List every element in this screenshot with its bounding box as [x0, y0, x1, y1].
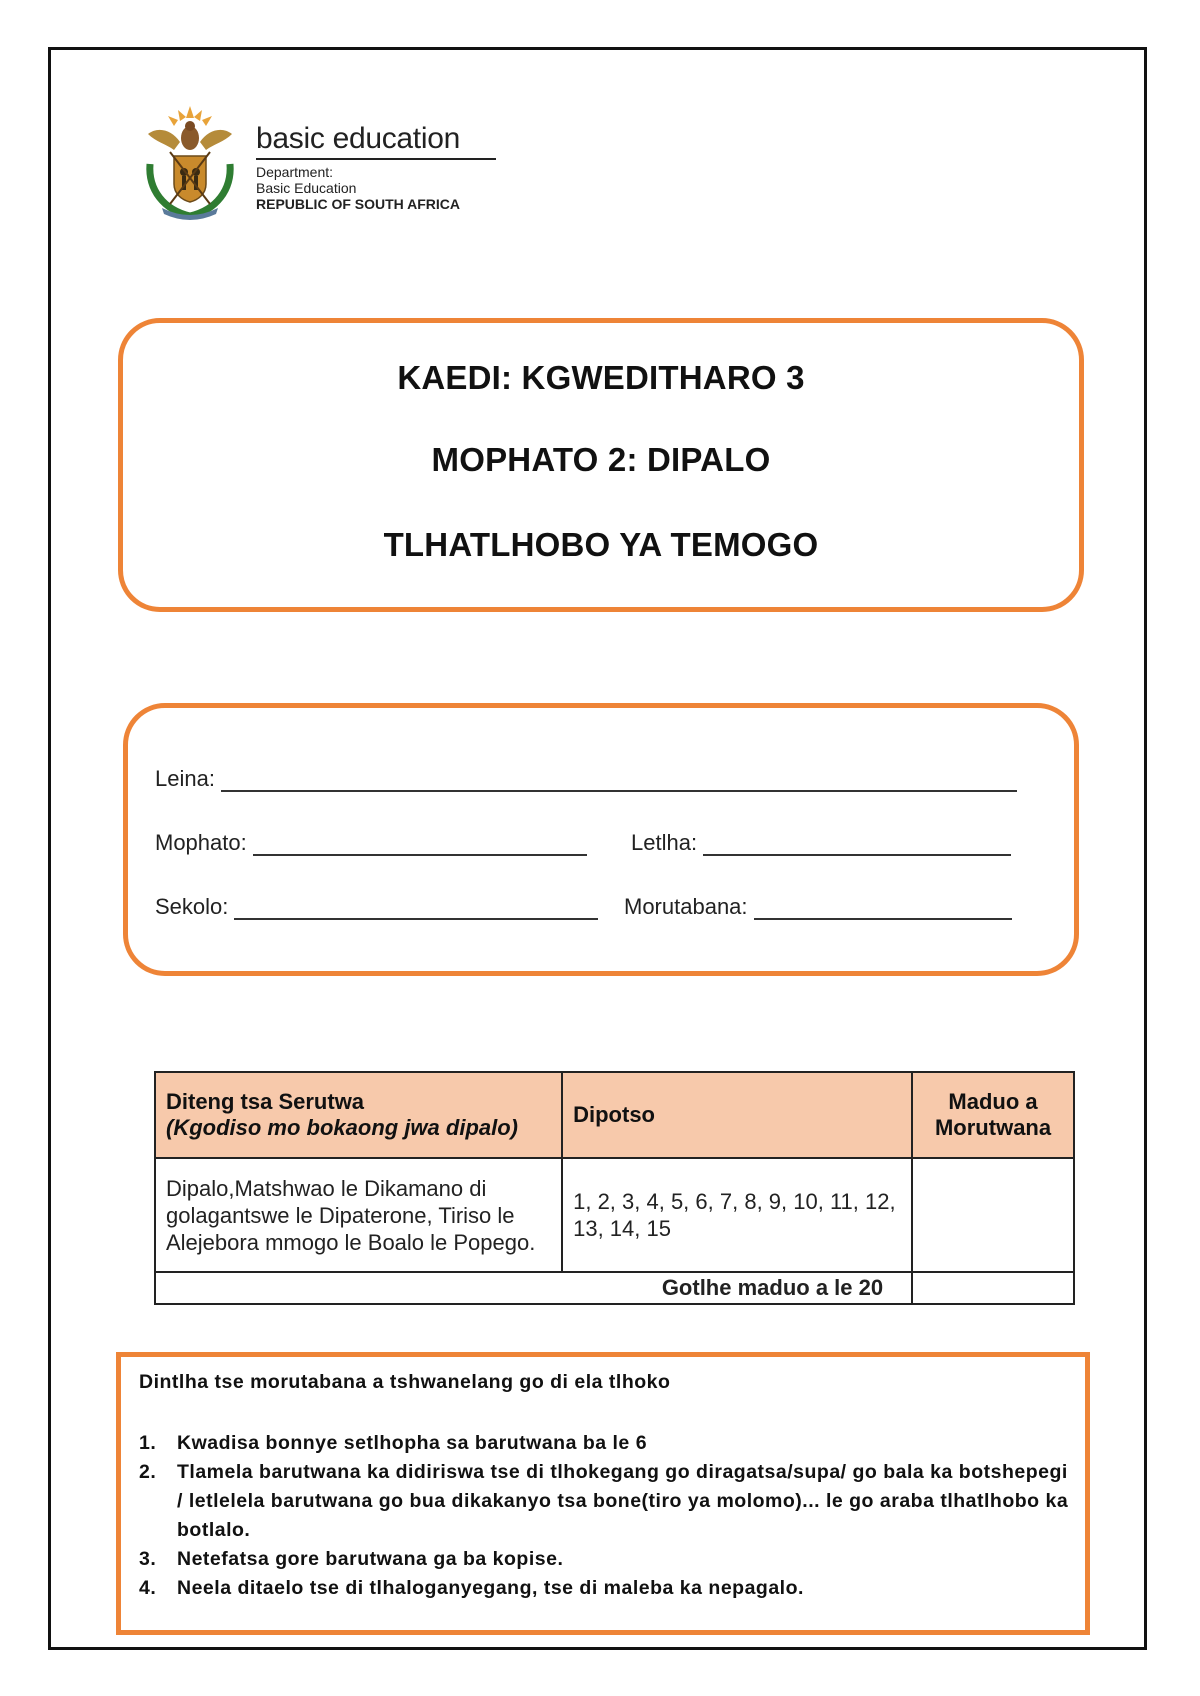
- cell-questions: 1, 2, 3, 4, 5, 6, 7, 8, 9, 10, 11, 12, 13, 14, 15: [562, 1158, 912, 1272]
- list-item-number: 2.: [139, 1461, 157, 1483]
- header-topics-title: Diteng tsa Serutwa: [166, 1089, 365, 1114]
- brand-rule: [256, 158, 496, 160]
- teacher-field[interactable]: [624, 894, 1012, 920]
- learner-info-box: [123, 703, 1079, 976]
- total-marks-cell[interactable]: [912, 1272, 1074, 1304]
- list-item-number: 3.: [139, 1548, 157, 1570]
- table-header-row: [155, 1072, 1074, 1158]
- school-label: Sekolo:: [155, 894, 229, 919]
- school-line[interactable]: [234, 900, 598, 920]
- list-item-text: Kwadisa bonnye setlhopha sa barutwana ba le 6: [177, 1432, 648, 1454]
- teacher-label: Morutabana:: [624, 894, 748, 919]
- list-item: [139, 1545, 1069, 1574]
- brand-line-department: Department:: [256, 164, 334, 180]
- date-field[interactable]: [631, 830, 1011, 856]
- grade-label: Mophato:: [155, 830, 247, 855]
- name-field[interactable]: [155, 766, 1017, 792]
- brand-line-republic: REPUBLIC OF SOUTH AFRICA: [256, 196, 461, 212]
- list-item: [139, 1458, 1069, 1545]
- cell-marks[interactable]: [912, 1158, 1074, 1272]
- marks-table: [154, 1071, 1075, 1305]
- department-logo: [140, 104, 510, 222]
- grade-line[interactable]: [253, 836, 587, 856]
- title-line-2: MOPHATO 2: DIPALO: [431, 441, 771, 478]
- date-label: Letlha:: [631, 830, 698, 855]
- list-item-number: 1.: [139, 1432, 157, 1454]
- header-topics-subtitle: (Kgodiso mo bokaong jwa dipalo): [166, 1115, 518, 1140]
- list-item-text: Tlamela barutwana ka didiriswa tse di tlhokegang go diragatsa/supa/ go bala ka botshepegi / letlelela barutwana go bua dikakanyo tsa bone(tiro ya molomo)... le go araba tlhatlhobo ka botlalo.: [177, 1461, 1069, 1541]
- title-box: [118, 318, 1084, 612]
- title-line-3: TLHATLHOBO YA TEMOGO: [383, 526, 819, 563]
- notes-list: [139, 1429, 1069, 1603]
- total-label: Gotlhe maduo a le 20: [155, 1272, 912, 1304]
- coat-of-arms-icon: [140, 104, 240, 222]
- brand-name: basic education: [256, 122, 460, 155]
- school-field[interactable]: [155, 894, 598, 920]
- list-item: [139, 1429, 1069, 1458]
- header-topics: [155, 1072, 562, 1158]
- brand-line-basic-education: Basic Education: [256, 180, 357, 196]
- header-questions: Dipotso: [562, 1072, 912, 1158]
- table-row: [155, 1158, 1074, 1272]
- date-line[interactable]: [703, 836, 1011, 856]
- teacher-line[interactable]: [754, 900, 1012, 920]
- notes-title: Dintlha tse morutabana a tshwanelang go di ela tlhoko: [139, 1371, 671, 1393]
- grade-field[interactable]: [155, 830, 587, 856]
- list-item: [139, 1574, 1069, 1603]
- name-line[interactable]: [221, 772, 1017, 792]
- header-marks: Maduo a Morutwana: [912, 1072, 1074, 1158]
- list-item-text: Neela ditaelo tse di tlhaloganyegang, tse di maleba ka nepagalo.: [177, 1577, 804, 1599]
- list-item-number: 4.: [139, 1577, 157, 1599]
- name-label: Leina:: [155, 766, 215, 791]
- table-total-row: [155, 1272, 1074, 1304]
- teacher-notes-box: [116, 1352, 1090, 1635]
- list-item-text: Netefatsa gore barutwana ga ba kopise.: [177, 1548, 564, 1570]
- cell-topic: Dipalo,Matshwao le Dikamano di golagantswe le Dipaterone, Tiriso le Alejebora mmogo le Boalo le Popego.: [155, 1158, 562, 1272]
- title-line-1: KAEDI: KGWEDITHARO 3: [397, 359, 805, 396]
